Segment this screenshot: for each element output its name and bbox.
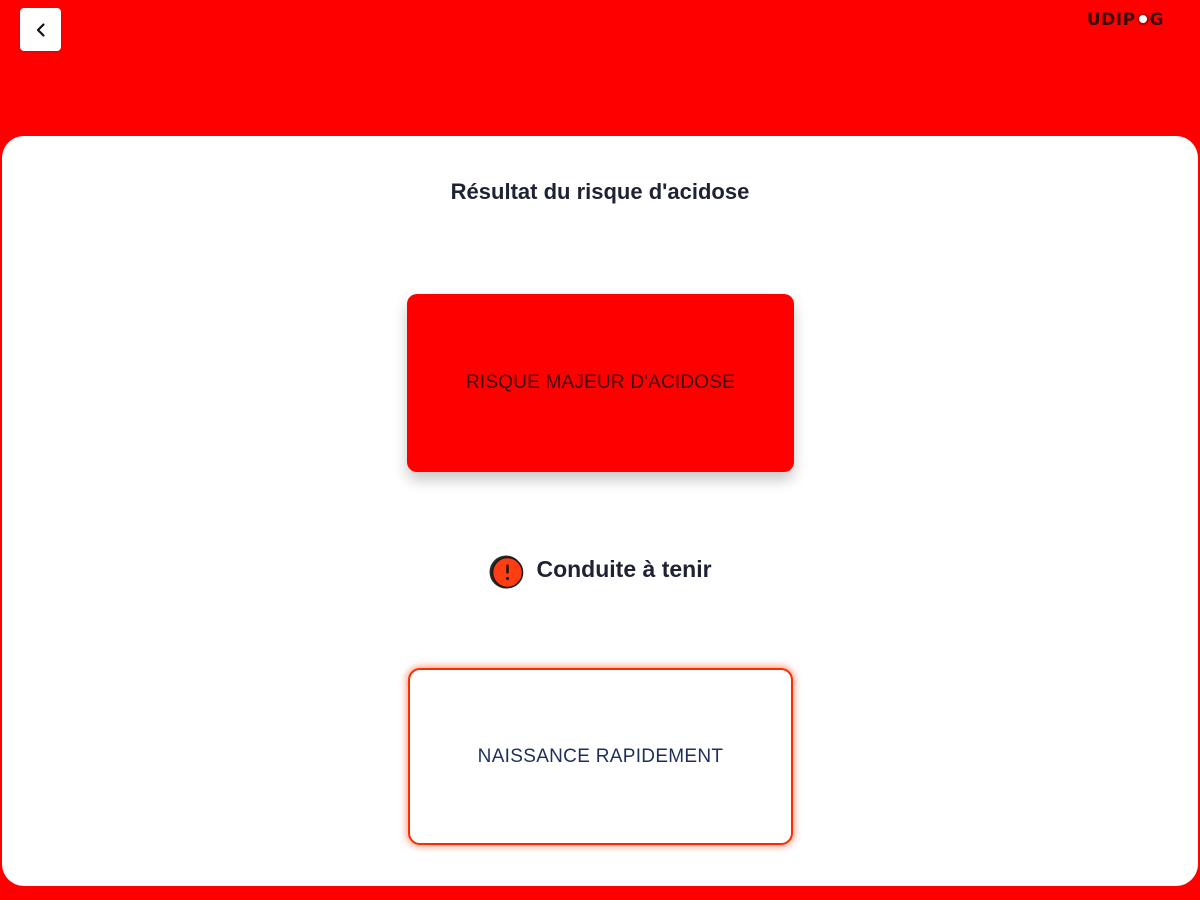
back-button[interactable] [20, 8, 61, 51]
action-box [408, 668, 793, 845]
conduite-label: Conduite à tenir [536, 555, 712, 582]
risk-result-label: RISQUE MAJEUR D'ACIDOSE [466, 372, 735, 393]
logo-mark-icon [1137, 13, 1149, 25]
app-logo [1087, 10, 1164, 30]
logo-text-left: UDIP [1086, 10, 1136, 30]
conduite-heading [0, 548, 1200, 590]
risk-result-box [407, 294, 794, 472]
warning-icon [488, 554, 524, 590]
header-bar [0, 0, 1200, 140]
action-label: NAISSANCE RAPIDEMENT [477, 745, 724, 767]
chevron-left-icon [33, 22, 49, 38]
logo-text-right: G [1149, 10, 1164, 30]
page-title: Résultat du risque d'acidose [450, 179, 750, 204]
